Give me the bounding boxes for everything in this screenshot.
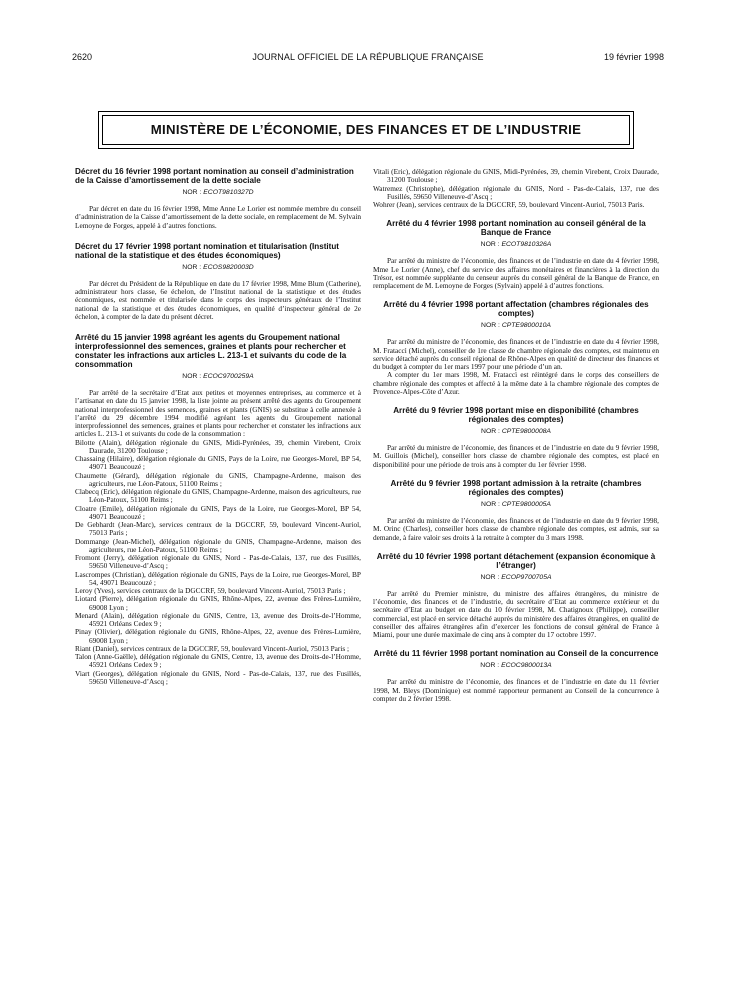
agent-entry: Bilotte (Alain), délégation régionale du GNIS, Midi-Pyrénées, 39, chemin Virebent, Croix Daurade, 31200 Toulouse ;: [75, 437, 361, 455]
agent-entry: Menard (Alain), délégation régionale du GNIS, Centre, 13, avenue des Droits-de-l’Homme, 45921 Orléans Cedex 9 ;: [75, 610, 361, 628]
arrete-5-nor: [373, 501, 659, 509]
agent-entry: Chassaing (Hilaire), délégation régionale du GNIS, Pays de la Loire, rue Georges-Morel, BP 54, 49071 Beaucouzé ;: [75, 454, 361, 472]
issue-date: 19 février 1998: [603, 52, 664, 62]
arrete-2-title: Arrêté du 4 février 1998 portant nomination au conseil général de la Banque de France: [386, 219, 646, 238]
nor-code: CPTE9800010A: [501, 322, 551, 330]
arrete-1-nor: [75, 373, 361, 381]
agent-entry: Chaumette (Gérard), délégation régionale du GNIS, Champagne-Ardenne, maison des agriculteurs, rue Léon-Patoux, 51100 Reims ;: [75, 470, 361, 488]
nor-label: NOR :: [182, 263, 202, 271]
decree-1-title: Décret du 16 février 1998 portant nomination au conseil d’administration de la Caisse d’amortissement de la dette sociale: [75, 167, 354, 185]
arrete-1-title: Arrêté du 15 janvier 1998 agréant les agents du Groupement national interprofessionnel des semences, graines et plants pour rechercher et constater les infractions aux articles L. 213-1 et suivants du code de la consommation: [75, 333, 347, 369]
arrete-3-body-1: Par arrêté du ministre de l’économie, des finances et de l’industrie en date du 4 février 1998, M. Frataccì (Michel), conseiller de 1re classe de chambre régionale des comptes, est maintenu en service détaché auprès du conseil régional de Rhône-Alpes en qualité de directeur des finances et du budget à compter du 1er mars 1997 pour une période d’un an.: [373, 337, 659, 372]
arrete-4-nor: [373, 428, 659, 436]
agent-entry: Lascrompes (Christian), délégation régionale du GNIS, Pays de la Loire, rue Georges-Morel, BP 54, 49071 Beaucouzé ;: [75, 569, 361, 587]
arrete-5-body: Par arrêté du ministre de l’économie, des finances et de l’industrie en date du 9 février 1998, M. Orinc (Charles), conseiller hors classe de chambre régionale des comptes, est admis, sur sa demande, à faire valoir ses droits à la retraite à compter du 3 mars 1998.: [373, 516, 659, 542]
left-column: [75, 168, 361, 686]
agent-entry: Talon (Anne-Gaëlle), délégation régionale du GNIS, Centre, 13, avenue des Droits-de-l’Homme, 45921 Orléans Cedex 9 ;: [75, 652, 361, 670]
agent-entry: Cloatre (Emile), délégation régionale du GNIS, Pays de la Loire, rue Georges-Morel, BP 54, 49071 Beaucouzé ;: [75, 503, 361, 521]
nor-label: NOR :: [481, 322, 500, 330]
nor-label: NOR :: [182, 372, 202, 380]
nor-label: NOR :: [481, 427, 500, 435]
agent-entry: Watremez (Christophe), délégation régionale du GNIS, Nord - Pas-de-Calais, 137, rue des Fusillés, 59650 Villeneuve-d’Ascq ;: [373, 183, 659, 201]
decree-2-title: Décret du 17 février 1998 portant nomination et titularisation (Institut national de la statistique et des études économiques): [75, 241, 339, 260]
agent-entry: Wohrer (Jean), services centraux de la DGCCRF, 59, boulevard Vincent-Auriol, 75013 Paris.: [373, 200, 645, 209]
ministry-heading: MINISTÈRE DE L’ÉCONOMIE, DES FINANCES ET DE L’INDUSTRIE: [102, 115, 630, 145]
arrete-2-nor: [373, 241, 659, 249]
arrete-4-body: Par arrêté du ministre de l’économie, des finances et de l’industrie en date du 9 février 1998, M. Guillois (Michel), conseiller hors classe de chambre régionale des comptes, est placé en disponibilité pour une période de trois ans à compter du 1er février 1998.: [373, 443, 659, 469]
arrete-4-title: Arrêté du 9 février 1998 portant mise en disponibilité (chambres régionales des comptes): [393, 406, 639, 425]
nor-label: NOR :: [480, 241, 500, 249]
agent-entry: Viart (Georges), délégation régionale du GNIS, Nord - Pas-de-Calais, 137, rue des Fusillés, 59650 Villeneuve-d’Ascq ;: [75, 668, 361, 686]
decree-2-nor: [75, 264, 361, 272]
right-column: [373, 168, 659, 703]
nor-code: CPTE9800005A: [501, 500, 551, 508]
nor-code: ECOC9700259A: [203, 372, 254, 380]
journal-title: JOURNAL OFFICIEL DE LA RÉPUBLIQUE FRANÇAISE: [252, 52, 484, 62]
arrete-7-nor: [373, 662, 659, 670]
page-number: 2620: [72, 52, 93, 62]
nor-label: NOR :: [481, 500, 500, 508]
nor-label: NOR :: [480, 662, 500, 670]
arrete-3-title: Arrêté du 4 février 1998 portant affectation (chambres régionales des comptes): [383, 300, 649, 319]
agent-entry: Riant (Daniel), services centraux de la DGCCRF, 59, boulevard Vincent-Auriol, 75013 Paris ;: [75, 643, 350, 653]
agent-entry: Fromont (Jerry), délégation régionale du GNIS, Nord - Pas-de-Calais, 137, rue des Fusillés, 59650 Villeneuve-d’Ascq ;: [75, 553, 361, 571]
arrete-2-body: Par arrêté du ministre de l’économie, des finances et de l’industrie en date du 4 février 1998, Mme Le Lorier (Anne), chef du service des affaires monétaires et financières à la direction du Trésor, est nommée suppléante du censeur auprès du conseil général de la Banque de France, en remplacement de M. Lemoyne de Forges (Sylvain) appelé à d’autres fonctions.: [373, 256, 659, 291]
nor-code: ECOT9810326A: [501, 241, 552, 249]
arrete-1-body: Par arrêté de la secrétaire d’Etat aux petites et moyennes entreprises, au commerce et à l’artisanat en date du 15 janvier 1998, la liste jointe au présent arrêté des agents du Groupement national interprofessionnel des semences, graines et plants (GNIS) se substitue à celle annexée à l’arrêté du 29 décembre 1994 modifié agréant les agents du Groupement national interprofessionnel des semences, graines et plants pour rechercher et constater les infractions aux articles L. 213-1 et suivants du code de la consommation :: [75, 388, 361, 439]
arrete-7-body: Par arrêté du ministre de l’économie, des finances et de l’industrie en date du 11 février 1998, M. Bleys (Dominique) est nommé rapporteur permanent au Conseil de la concurrence à compter du 2 février 1998.: [373, 677, 659, 703]
nor-code: ECOC9800013A: [501, 662, 552, 670]
arrete-6-body: Par arrêté du Premier ministre, du ministre des affaires étrangères, du ministre de l’économie, des finances et de l’industrie, du secrétaire d’Etat au commerce extérieur et du secrétaire d’Etat au budget en date du 10 février 1998, M. Chatignoux (Philippe), conseiller commercial, est placé en service détaché auprès du ministère des affaires étrangères, en qualité de conseiller des affaires étrangères afin d’exercer les fonctions de consul général de France à Miami, pour une durée maximale de cinq ans à compter du 17 octobre 1997.: [373, 588, 659, 640]
nor-code: ECOP9700705A: [501, 573, 552, 581]
arrete-3-body-2: A compter du 1er mars 1998, M. Frataccì est réintégré dans le corps des conseillers de chambre régionale des comptes et affecté à la même date à la chambre régionale des comptes de Provence-Alpes-Côte d’Azur.: [373, 370, 659, 396]
decree-2-body: Par décret du Président de la République en date du 17 février 1998, Mme Blum (Catherine), administrateur hors classe, 6e échelon, de l’Institut national de la statistique et des études économiques, est nommée et titularisée dans le corps des inspecteurs généraux de l’Institut national de la statistique et des études économiques, en qualité d’inspecteur général de 2e échelon, à compter de la date du présent décret.: [75, 278, 361, 321]
decree-1-body: Par décret en date du 16 février 1998, Mme Anne Le Lorier est nommée membre du conseil d’administration de la Caisse d’amortissement de la dette sociale, en remplacement de M. Sylvain Lemoyne de Forges, appelé à d’autres fonctions.: [75, 204, 361, 230]
nor-code: CPTE9800008A: [501, 427, 551, 435]
nor-code: ECOT9810327D: [203, 188, 254, 196]
arrete-6-nor: [373, 574, 659, 582]
arrete-6-title: Arrêté du 10 février 1998 portant détachement (expansion économique à l’étranger): [376, 551, 656, 570]
agent-entry: Vitali (Eric), délégation régionale du GNIS, Midi-Pyrénées, 39, chemin Virebent, Croix Daurade, 31200 Toulouse ;: [373, 167, 659, 185]
arrete-7-title: Arrêté du 11 février 1998 portant nomination au Conseil de la concurrence: [373, 649, 659, 659]
arrete-3-nor: [373, 322, 659, 330]
decree-1-nor: [75, 189, 361, 197]
agent-entry: Clabecq (Eric), délégation régionale du GNIS, Champagne-Ardenne, maison des agriculteurs, rue Léon-Patoux, 51100 Reims ;: [75, 487, 361, 505]
page-header: [72, 52, 664, 66]
nor-code: ECOS9820003D: [203, 263, 254, 271]
agent-entry: Dommange (Jean-Michel), délégation régionale du GNIS, Champagne-Ardenne, maison des agriculteurs, rue Léon-Patoux, 51100 Reims ;: [75, 536, 361, 554]
arrete-5-title: Arrêté du 9 février 1998 portant admission à la retraite (chambres régionales des comptes): [390, 478, 642, 497]
agent-entry: Pinay (Olivier), délégation régionale du GNIS, Rhône-Alpes, 22, avenue des Frères-Lumière, 69008 Lyon ;: [75, 627, 361, 645]
agent-entry: Leroy (Yves), services centraux de la DGCCRF, 59, boulevard Vincent-Auriol, 75013 Paris ;: [75, 586, 346, 595]
agent-entry: Liotard (Pierre), délégation régionale du GNIS, Rhône-Alpes, 22, avenue des Frères-Lumière, 69008 Lyon ;: [75, 594, 361, 612]
nor-label: NOR :: [182, 188, 202, 196]
agent-entry: De Gebhardt (Jean-Marc), services centraux de la DGCCRF, 59, boulevard Vincent-Auriol, 75013 Paris ;: [75, 520, 361, 538]
nor-label: NOR :: [480, 573, 500, 581]
